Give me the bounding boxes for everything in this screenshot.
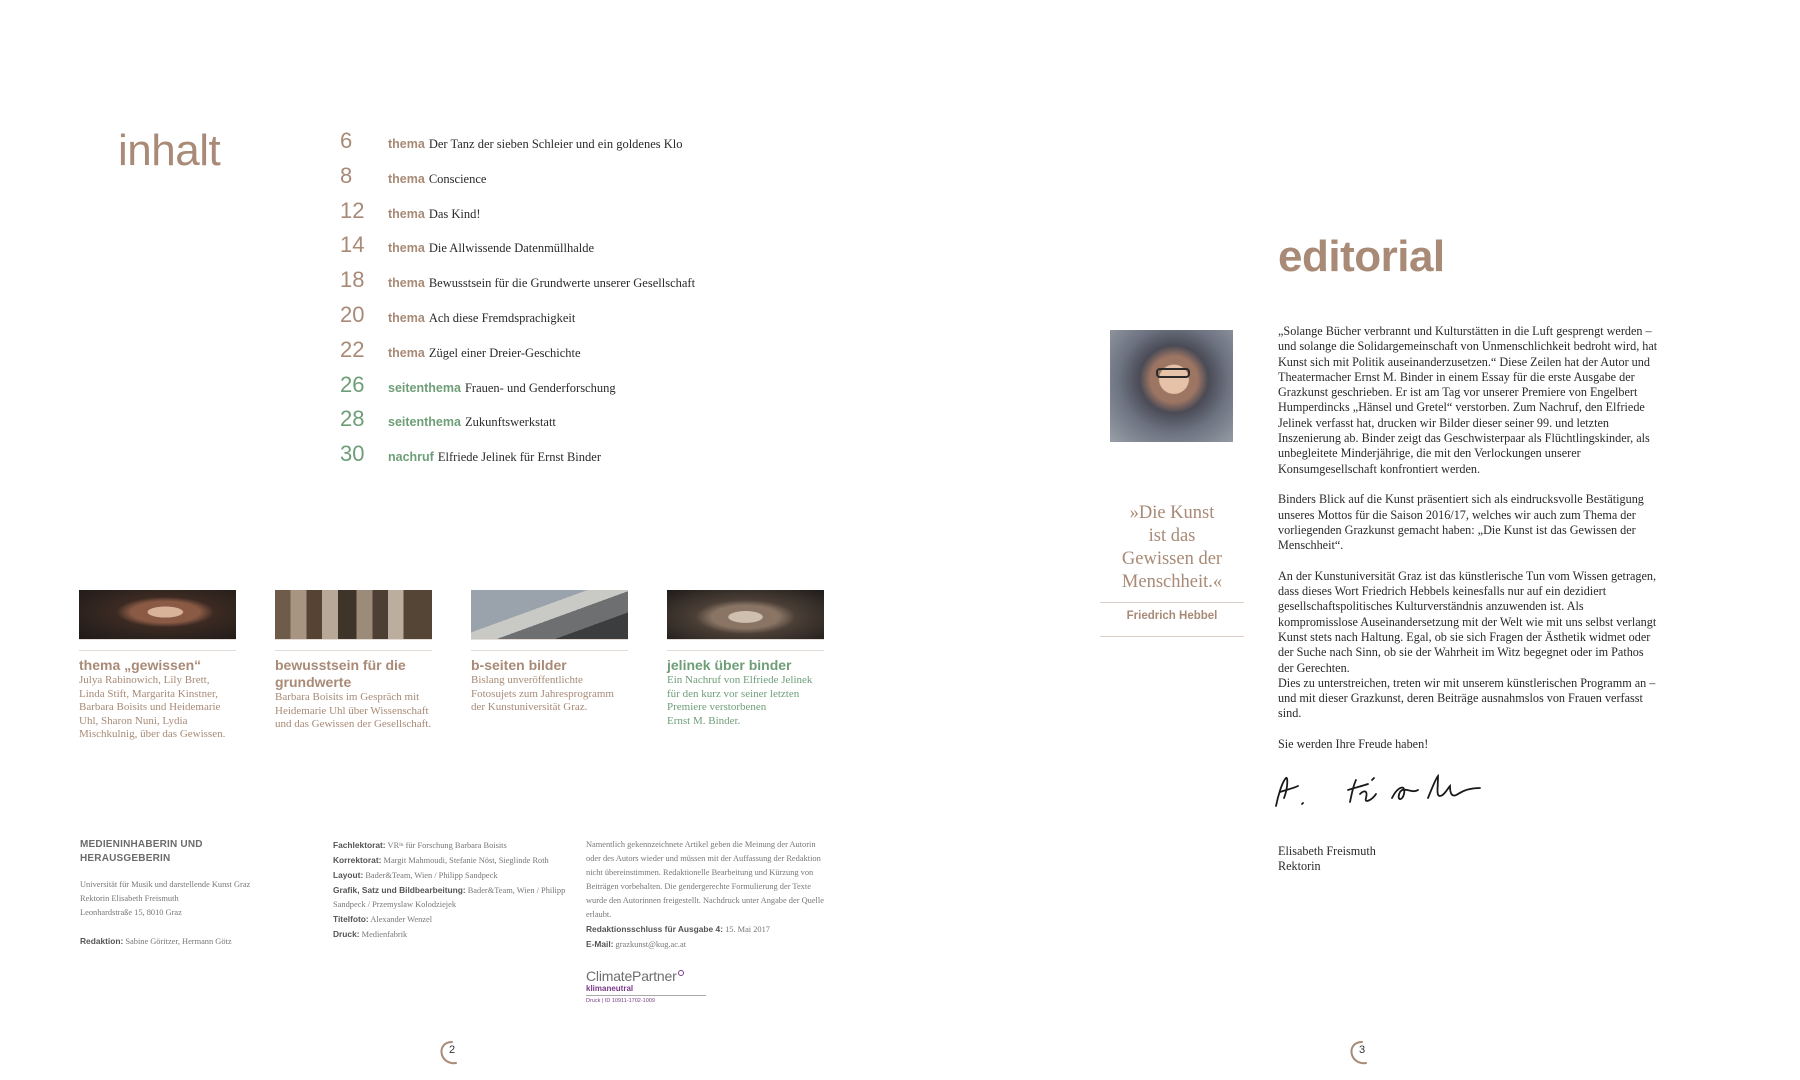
toc-item[interactable] — [340, 163, 760, 198]
feature-description-line: und das Gewissen der Gesellschaft. — [275, 718, 432, 731]
divider — [275, 650, 432, 651]
feature-description-line: für den kurz vor seiner letzten — [667, 687, 800, 700]
toc-item[interactable] — [340, 406, 760, 441]
climate-partner-dot-icon — [678, 970, 684, 976]
imprint-label: Grafik, Satz und Bildbearbeitung: — [333, 885, 466, 895]
imprint-credit — [333, 838, 573, 853]
climate-neutral-label: klimaneutral — [586, 984, 706, 996]
feature-teaser[interactable] — [667, 590, 824, 728]
feature-description-line: Ernst M. Binder. — [667, 714, 741, 727]
toc-category: seitenthema — [388, 380, 461, 395]
toc-page-number: 6 — [340, 128, 353, 153]
toc-title: Conscience — [428, 171, 487, 186]
imprint-email — [586, 937, 826, 952]
imprint-line: Leonhardstraße 15, 8010 Graz — [80, 908, 182, 917]
toc-item[interactable] — [340, 198, 760, 233]
toc-category: nachruf — [388, 450, 434, 465]
toc-title: Ach diese Fremdsprachigkeit — [428, 310, 576, 325]
imprint-label: Redaktion: — [80, 936, 124, 946]
editorial-paragraph: „Solange Bücher verbrannt und Kulturstätten in die Luft gesprengt werden – und solange die Solidargemeinschaft von Unmenschlichkeit bedroht wird, hat Kunst sich mit Politik auseinanderzusetzen.“ Diese Zeilen hat der Autor und Theatermacher Ernst M. Binder in einem Essay für die erste Ausgabe der Grazkunst geschrieben. Er ist am Tag vor unserer Premiere von Engelbert Humperdincks „Hänsel und Gretel“ verstorben. Zum Nachruf, den Elfriede Jelinek verfasst hat, drucken wir Bilder dieser seiner 99. und letzten Inszenierung ab. Binder zeigt das Geschwisterpaar als Flüchtlingskinder, als unbegleitete Minderjährige, die mit den Verlockungen unserer Konsumgesellschaft konfrontiert werden. — [1278, 324, 1658, 476]
toc-title: Der Tanz der sieben Schleier und ein goldenes Klo — [428, 137, 683, 151]
divider — [667, 650, 824, 651]
feature-title: bewusstsein für die grundwerte — [275, 657, 406, 690]
imprint-line: Rektorin Elisabeth Freismuth — [80, 894, 179, 903]
toc-title: Zügel einer Dreier-Geschichte — [428, 345, 581, 360]
toc-item[interactable] — [340, 441, 760, 476]
feature-description-line: Heidemarie Uhl über Wissenschaft — [275, 704, 429, 717]
feature-title: b-seiten bilder — [471, 657, 567, 673]
feature-teaser[interactable] — [79, 590, 236, 742]
toc-category: thema — [388, 206, 425, 221]
toc-title: Das Kind! — [428, 206, 481, 221]
editorial-closing: Sie werden Ihre Freude haben! — [1278, 737, 1429, 752]
imprint-credit — [333, 868, 573, 883]
imprint-credit — [333, 912, 573, 927]
imprint-label: Titelfoto: — [333, 914, 369, 924]
editorial-paragraph: An der Kunstuniversität Graz ist das künstlerische Tun vom Wissen getragen, dass dieses Wort Friedrich Hebbels keinesfalls nur auf ein dezidiert gesellschaftspolitisches Kulturverständnis anzuwenden ist. Als kompromisslose Auseinandersetzung mit der Welt wie mit uns selbst verlangt Kunst stets nach Haltung. Egal, ob sie sich Fragen der Ästhetik widmet oder der Suche nach Sinn, ob sie der Wahrheit im Witz begegnet oder im Pathos der Gerechten. — [1278, 568, 1657, 675]
toc-item[interactable] — [340, 128, 760, 163]
toc-item[interactable] — [340, 267, 760, 302]
feature-description — [275, 691, 432, 732]
imprint-redaktion — [80, 934, 280, 949]
feature-description-line: Premiere verstorbenen — [667, 701, 767, 714]
toc-page-number: 28 — [340, 406, 365, 432]
editorial-heading: editorial — [1278, 232, 1445, 281]
imprint-label: Fachlektorat: — [333, 840, 386, 850]
feature-description-line: Uhl, Sharon Nuni, Lydia — [79, 714, 188, 727]
imprint-line: Universität für Musik und darstellende Kunst Graz — [80, 880, 251, 889]
feature-photo — [275, 590, 432, 640]
toc-page-number: 18 — [340, 267, 365, 293]
pull-quote — [1100, 502, 1244, 603]
imprint-credit — [333, 853, 573, 868]
glasses-icon — [1156, 368, 1190, 378]
toc-category: seitenthema — [388, 415, 461, 430]
table-of-contents — [340, 128, 760, 476]
imprint-heading-line: HERAUSGEBERIN — [80, 853, 171, 864]
divider — [79, 650, 236, 651]
toc-page-number: 30 — [340, 441, 365, 467]
imprint-value: Bader&Team, Wien / Philipp Sandpeck — [365, 871, 498, 880]
feature-description-line: Julya Rabinowich, Lily Brett, — [79, 674, 210, 686]
author-portrait — [1110, 330, 1233, 442]
disclaimer-text: Namentlich gekennzeichnete Artikel geben die Meinung der Autorin oder des Autors wieder und müssen mit der Auffassung der Redaktion nicht übereinstimmen. Redaktionelle Bearbeitung und Kürzung von Beiträgen vorbehalten. Die gendergerechte Formulierung der Texte wurde den Autorinnen freigestellt. Nachdruck unter Angabe der Quelle erlaubt. — [586, 840, 824, 919]
toc-page-number: 12 — [340, 197, 365, 223]
feature-description-line: Mischkulnig, über das Gewissen. — [79, 728, 226, 741]
page-number — [1348, 1040, 1378, 1066]
toc-category: thema — [388, 241, 425, 256]
toc-item[interactable] — [340, 372, 760, 407]
page-number — [438, 1040, 468, 1066]
pull-quote-line: »Die Kunst — [1129, 503, 1215, 523]
imprint-label: Redaktionsschluss für Ausgabe 4: — [586, 924, 723, 934]
imprint-heading-line: MEDIENINHABERIN UND — [80, 839, 203, 850]
feature-teaser[interactable] — [275, 590, 432, 732]
feature-description-line: Barbara Boisits im Gespräch mit — [275, 691, 420, 703]
imprint-credits — [333, 838, 573, 942]
email-link[interactable]: grazkunst@kug.ac.at — [615, 940, 687, 949]
imprint-disclaimer — [586, 838, 826, 952]
climate-partner-wordmark — [586, 968, 706, 984]
imprint-value: Margit Mahmoudi, Stefanie Nöst, Sieglinde Roth — [383, 856, 549, 865]
climate-partner-name: ClimatePartner — [586, 968, 677, 984]
toc-category: thema — [388, 310, 425, 325]
imprint-deadline — [586, 922, 826, 937]
imprint-credit — [333, 927, 573, 942]
feature-title: jelinek über binder — [667, 657, 792, 673]
page-number-text: 3 — [1359, 1044, 1366, 1056]
imprint-heading — [80, 838, 280, 866]
imprint-label: Druck: — [333, 929, 360, 939]
inhalt-heading: inhalt — [118, 126, 221, 175]
signer-role: Rektorin — [1278, 859, 1321, 874]
quote-author: Friedrich Hebbel — [1100, 610, 1244, 637]
imprint-value: VRᴵⁿ für Forschung Barbara Boisits — [387, 841, 507, 850]
feature-photo — [79, 590, 236, 640]
signer-name: Elisabeth Freismuth — [1278, 844, 1376, 858]
imprint-value: Medienfabrik — [361, 930, 408, 939]
toc-title: Bewusstsein für die Grundwerte unserer Gesellschaft — [428, 276, 696, 291]
signature-icon — [1268, 768, 1498, 814]
toc-item[interactable] — [340, 232, 760, 267]
feature-teasers — [79, 590, 839, 750]
imprint-publisher — [80, 838, 280, 949]
imprint-value: Bader&Team, Wien / Philipp Sandpeck / Przemyslaw Kolodziejek — [333, 886, 566, 909]
climate-id: Druck | ID 10911-1702-1009 — [586, 998, 655, 1004]
feature-description-line: Ein Nachruf von Elfriede Jelinek — [667, 674, 813, 686]
feature-description-line: der Kunstuniversität Graz. — [471, 701, 588, 714]
toc-title: Zukunftswerkstatt — [464, 415, 556, 430]
feature-title: thema „gewissen“ — [79, 657, 202, 673]
toc-title: Die Allwissende Datenmüllhalde — [428, 241, 595, 256]
toc-page-number: 20 — [340, 301, 365, 327]
imprint-label: E-Mail: — [586, 939, 614, 949]
imprint-credit — [333, 883, 573, 912]
feature-description — [471, 674, 628, 715]
feature-description — [79, 674, 236, 742]
signer-block — [1278, 844, 1376, 875]
feature-description-line: Barbara Boisits und Heidemarie — [79, 701, 221, 714]
imprint-label: Korrektorat: — [333, 855, 382, 865]
feature-description — [667, 674, 824, 728]
toc-category: thema — [388, 345, 425, 360]
toc-category: thema — [388, 137, 425, 151]
imprint-label: Layout: — [333, 870, 364, 880]
feature-description-line: Bislang unveröffentlichte — [471, 674, 583, 686]
right-page — [900, 0, 1800, 1080]
page-number-text: 2 — [449, 1044, 456, 1056]
divider — [471, 650, 628, 651]
pull-quote-line: ist das — [1148, 526, 1196, 546]
editorial-paragraph: Dies zu unterstreichen, treten wir mit unserem künstlerischen Programm an – und mit dieser Grazkunst, deren Beiträge ausnahmslos von Frauen verfasst sind. — [1278, 675, 1656, 721]
climate-partner-logo — [586, 968, 706, 1004]
feature-photo — [667, 590, 824, 640]
imprint-value: 15. Mai 2017 — [725, 925, 770, 934]
toc-category: thema — [388, 171, 425, 186]
toc-title: Elfriede Jelinek für Ernst Binder — [437, 450, 601, 465]
pull-quote-line: Gewissen der — [1121, 549, 1223, 569]
feature-description-line: Fotosujets zum Jahresprogramm — [471, 687, 614, 700]
toc-item[interactable] — [340, 302, 760, 337]
editorial-paragraph: Binders Blick auf die Kunst präsentiert sich als eindrucksvolle Bestätigung unseres Mottos für die Saison 2016/17, welches wir auch zum Thema der vorliegenden Grazkunst gemacht haben: „Die Kunst ist das Gewissen der Menschheit“. — [1278, 492, 1644, 553]
feature-teaser[interactable] — [471, 590, 628, 715]
toc-page-number: 14 — [340, 232, 365, 258]
toc-page-number: 8 — [340, 162, 353, 188]
feature-description-line: Linda Stift, Margarita Kinstner, — [79, 687, 218, 700]
toc-category: thema — [388, 276, 425, 291]
toc-item[interactable] — [340, 337, 760, 372]
toc-page-number: 26 — [340, 371, 365, 397]
editorial-body — [1278, 324, 1662, 768]
imprint-value: Alexander Wenzel — [370, 915, 433, 924]
toc-page-number: 22 — [340, 336, 365, 362]
toc-title: Frauen- und Genderforschung — [464, 380, 616, 395]
imprint-value: Sabine Göritzer, Hermann Götz — [125, 937, 232, 946]
feature-photo — [471, 590, 628, 640]
pull-quote-line: Menschheit.« — [1121, 572, 1223, 592]
